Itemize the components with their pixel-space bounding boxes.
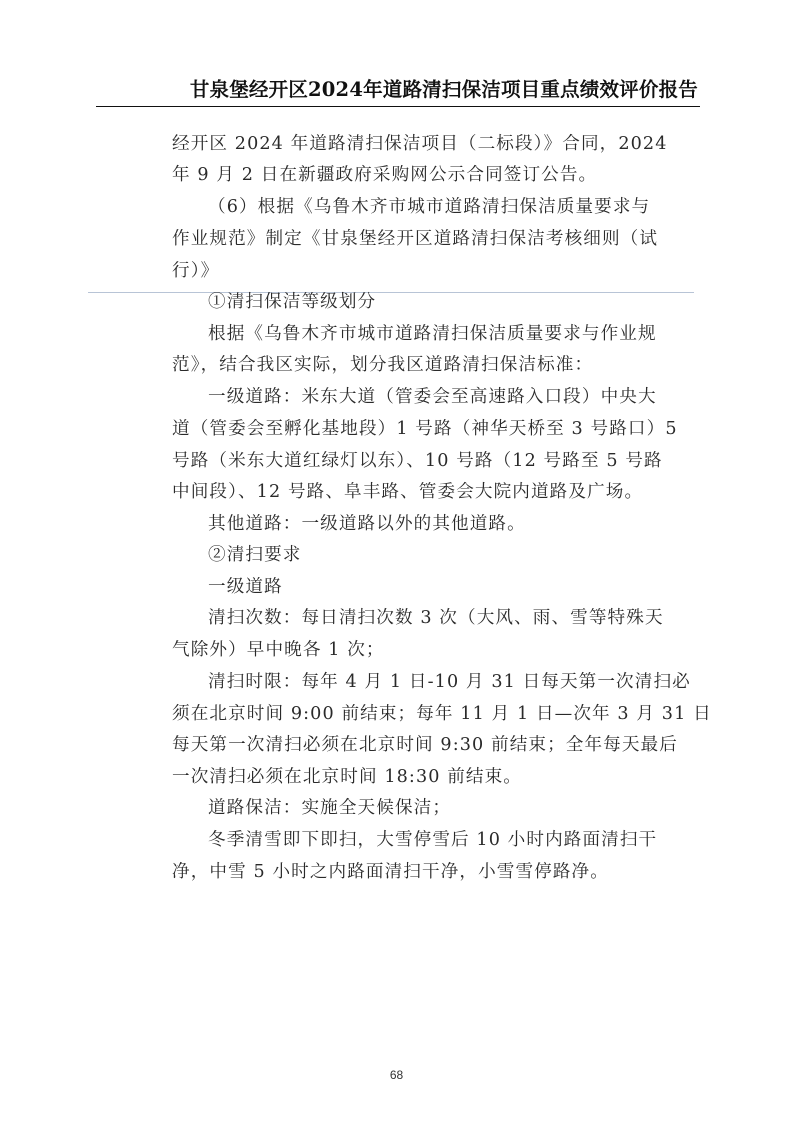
- body-line: 须在北京时间 9:00 前结束；每年 11 月 1 日—次年 3 月 31 日: [172, 704, 712, 724]
- header-title: 甘泉堡经开区2024年道路清扫保洁项目重点绩效评价报告: [189, 78, 698, 101]
- page-number: 68: [389, 1068, 404, 1082]
- body-line: 一级道路: [208, 577, 283, 597]
- body-line: 范》，结合我区实际，划分我区道路清扫保洁标准：: [172, 355, 594, 375]
- body-line: 道（管委会至孵化基地段）1 号路（神华天桥至 3 号路口）5: [172, 419, 678, 439]
- body-line: 年 9 月 2 日在新疆政府采购网公示合同签订公告。: [172, 165, 598, 185]
- scan-artifact-line: [88, 292, 694, 293]
- body-line: （6）根据《乌鲁木齐市城市道路清扫保洁质量要求与: [208, 197, 651, 217]
- section-heading: ①清扫保洁等级划分: [208, 292, 377, 312]
- body-line: 其他道路：一级道路以外的其他道路。: [208, 514, 526, 534]
- body-line: 行）》: [172, 261, 220, 281]
- body-line: 作业规范》制定《甘泉堡经开区道路清扫保洁考核细则（试: [172, 229, 659, 249]
- body-line: 号路（米东大道红绿灯以东）、10 号路（12 号路至 5 号路: [172, 451, 663, 471]
- section-heading: ②清扫要求: [208, 545, 302, 565]
- body-line: 清扫次数：每日清扫次数 3 次（大风、雨、雪等特殊天: [208, 608, 664, 628]
- body-line: 气除外）早中晚各 1 次；: [172, 640, 385, 660]
- body-line: 道路保洁：实施全天候保洁；: [208, 798, 452, 818]
- body-line: 一次清扫必须在北京时间 18:30 前结束。: [172, 767, 522, 787]
- body-line: 每天第一次清扫必须在北京时间 9:30 前结束；全年每天最后: [172, 735, 678, 755]
- body-line: 净，中雪 5 小时之内路面清扫干净，小雪雪停路净。: [172, 862, 609, 882]
- body-line: 根据《乌鲁木齐市城市道路清扫保洁质量要求与作业规: [208, 324, 657, 344]
- body-line: 冬季清雪即下即扫，大雪停雪后 10 小时内路面清扫干: [208, 830, 658, 850]
- page-header: [96, 72, 700, 107]
- body-line: 一级道路：米东大道（管委会至高速路入口段）中央大: [208, 387, 657, 407]
- body-line: 中间段）、12 号路、阜丰路、管委会大院内道路及广场。: [172, 482, 644, 502]
- body-line: 经开区 2024 年道路清扫保洁项目（二标段）》合同，2024: [172, 134, 668, 154]
- body-line: 清扫时限：每年 4 月 1 日-10 月 31 日每天第一次清扫必: [208, 672, 691, 692]
